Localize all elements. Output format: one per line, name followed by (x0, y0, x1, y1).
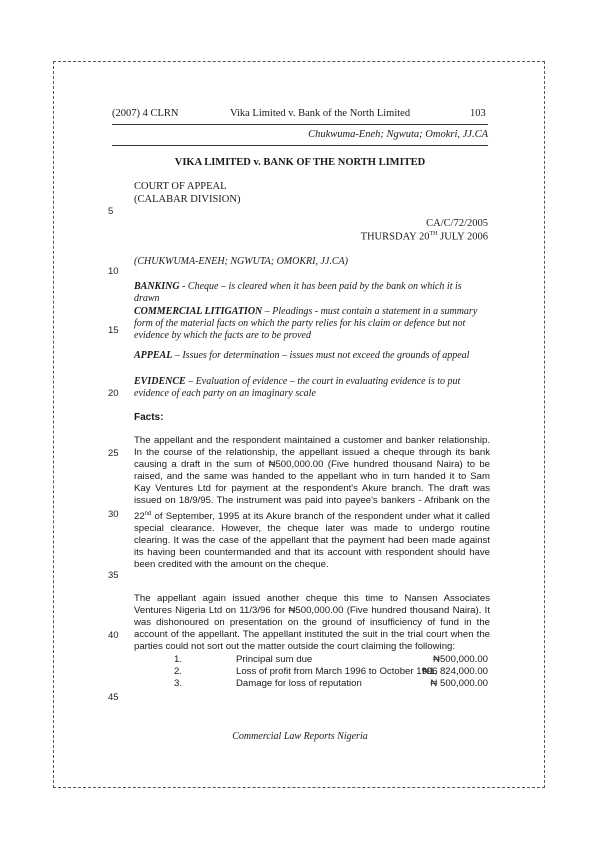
judgment-date: THURSDAY 20TH JULY 2006 (360, 231, 488, 243)
line-number: 30 (108, 509, 119, 520)
holding-banking: BANKING - Cheque – is cleared when it has been paid by the bank on which it is drawn (134, 281, 462, 304)
case-title: VIKA LIMITED v. BANK OF THE NORTH LIMITED (174, 157, 426, 168)
claim-amount: ₦500,000.00 (433, 654, 488, 665)
claim-item: Loss of profit from March 1996 to October 1996 (236, 666, 438, 677)
claim-number: 2. (174, 666, 183, 677)
suit-number: CA/C/72/2005 (426, 218, 488, 229)
line-number: 15 (108, 325, 119, 336)
court-division: (CALABAR DIVISION) (134, 194, 241, 205)
header-judges: Chukwuma-Eneh; Ngwuta; Omokri, JJ.CA (308, 129, 488, 140)
line-number: 35 (108, 570, 119, 581)
header-citation: (2007) 4 CLRN (112, 108, 179, 119)
header-rule-bottom (112, 145, 488, 146)
holding-subject: BANKING (134, 281, 180, 292)
line-number: 25 (108, 448, 119, 459)
line-number: 20 (108, 388, 119, 399)
holding-subject: APPEAL (134, 350, 173, 361)
claim-number: 3. (174, 678, 183, 689)
facts-paragraph-1: The appellant and the respondent maintained a customer and banker relationship. In the course of the relationship, the appellant issued a cheque through its bank causing a draft in the sum of ₦500,000.00 (Five hundred thousand Naira) to be raised, and the same was handed to the appellant who in turn handed it to Sam Kay Ventures Ltd for payment at the respondent's Akure branch. The draft was issued on 18/9/95. The instrument was paid into payee's bankers - Afribank on the 22nd of September, 1995 at its Akure branch of the respondent under what it called special clearance. However, the cheque later was made to undergo routine clearing. It was the case of the appellant that the payment had been made against its having been countermanded and that its account with respondent should have been credited with the amount on the cheque. (134, 435, 490, 571)
claim-item: Principal sum due (236, 654, 313, 665)
facts-paragraph-2: The appellant again issued another cheque this time to Nansen Associates Ventures Nigeria Ltd on 11/3/96 for ₦500,000.00 (Five hundred thousand Naira). It was dishonoured on presentation on the ground of insufficiency of fund in the account of the appellant. The appellant instituted the suit in the trial court when the parties could not sort out the matter outside the court claiming the following: (134, 593, 490, 653)
line-number: 10 (108, 266, 119, 277)
claim-item: Damage for loss of reputation (236, 678, 362, 689)
holding-evidence: EVIDENCE – Evaluation of evidence – the court in evaluating evidence is to put evidence of each party on an imaginary scale (134, 376, 461, 399)
header-rule-top (112, 124, 488, 125)
facts-heading: Facts: (134, 412, 164, 423)
court-name: COURT OF APPEAL (134, 181, 227, 192)
line-number: 45 (108, 692, 119, 703)
line-number: 5 (108, 206, 114, 217)
holding-subject: EVIDENCE (134, 376, 186, 387)
header-case-short: Vika Limited v. Bank of the North Limited (230, 108, 411, 119)
holding-commercial-litigation: COMMERCIAL LITIGATION – Pleadings - must contain a statement in a summary form of the material facts on which the party relies for his claim or defence but not evidence by which the facts are to be proved (134, 306, 478, 341)
claim-number: 1. (174, 654, 183, 665)
coram: (CHUKWUMA-ENEH; NGWUTA; OMOKRI, JJ.CA) (134, 256, 348, 267)
claim-amount: ₦1, 824,000.00 (422, 666, 488, 677)
holding-appeal: APPEAL – Issues for determination – issues must not exceed the grounds of appeal (134, 350, 470, 361)
line-number: 40 (108, 630, 119, 641)
claim-amount: ₦ 500,000.00 (430, 678, 488, 689)
header-page-number: 103 (470, 108, 486, 119)
holding-subject: COMMERCIAL LITIGATION (134, 306, 263, 317)
footer-journal-name: Commercial Law Reports Nigeria (232, 731, 368, 742)
